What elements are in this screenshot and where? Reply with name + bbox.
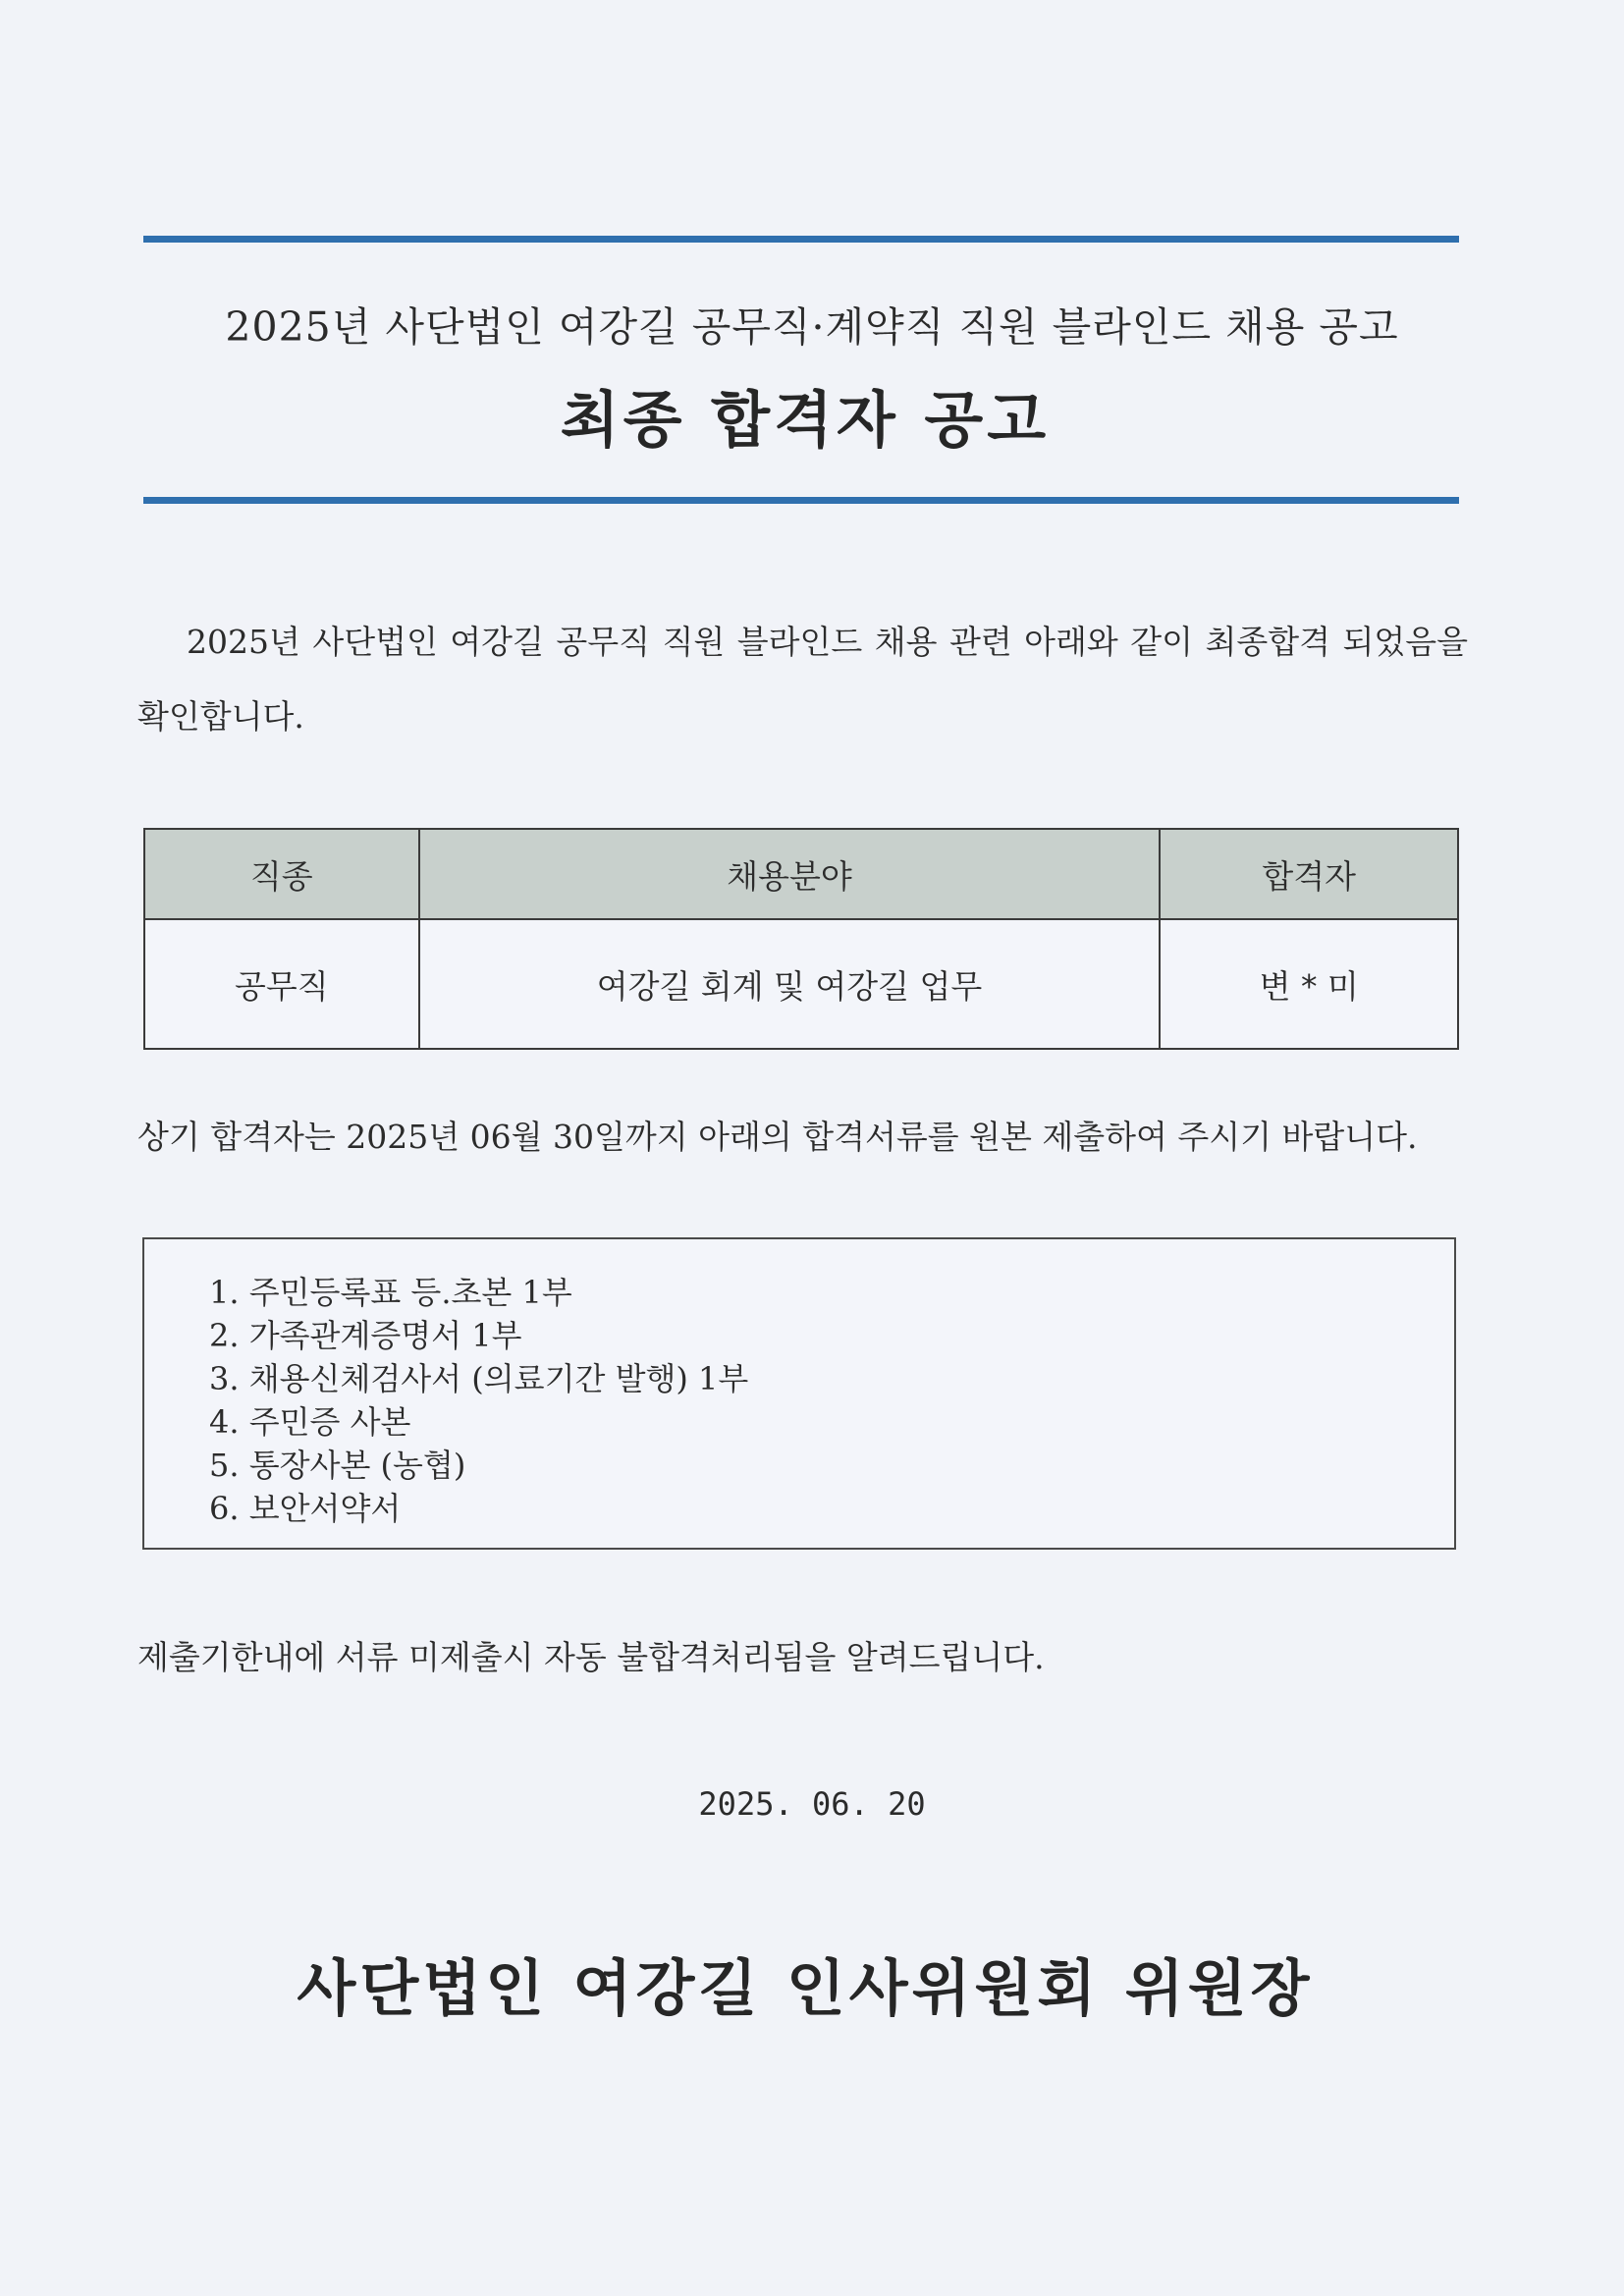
header-bottom-rule	[143, 497, 1459, 504]
announcement-title: 최종 합격자 공고	[560, 384, 1051, 456]
warning-paragraph: 제출기한내에 서류 미제출시 자동 불합격처리됨을 알려드립니다.	[137, 1638, 1045, 1676]
intro-paragraph: 2025년 사단법인 여강길 공무직 직원 블라인드 채용 관련 아래와 같이 최종합격 되었음을 확인합니다.	[137, 623, 1468, 736]
table-header-row	[144, 829, 1458, 919]
header-top-rule	[143, 236, 1459, 243]
announcement-date: 2025. 06. 20	[698, 1785, 926, 1823]
cell-field: 여강길 회계 및 여강길 업무	[419, 919, 1161, 1049]
header-successful-applicant: 합격자	[1160, 829, 1458, 919]
signature-line: 사단법인 여강길 인사위원회 위원장	[297, 1952, 1314, 2024]
header-job-type: 직종	[144, 829, 419, 919]
list-item: 2. 가족관계증명서 1부	[209, 1317, 522, 1354]
cell-job-type: 공무직	[144, 919, 419, 1049]
list-item: 4. 주민증 사본	[209, 1403, 411, 1441]
result-table	[143, 828, 1459, 1050]
list-item: 5. 통장사본 (농협)	[209, 1447, 466, 1484]
list-item: 6. 보안서약서	[209, 1490, 402, 1527]
required-documents-list	[144, 1239, 1454, 1530]
table-row	[144, 919, 1458, 1049]
header-field: 채용분야	[419, 829, 1161, 919]
cell-applicant: 변 * 미	[1160, 919, 1458, 1049]
list-item: 1. 주민등록표 등.초본 1부	[209, 1274, 572, 1311]
required-documents-box	[142, 1237, 1456, 1550]
list-item: 3. 채용신체검사서 (의료기간 발행) 1부	[209, 1360, 749, 1397]
announcement-subtitle: 2025년 사단법인 여강길 공무직·계약직 직원 블라인드 채용 공고	[225, 303, 1399, 351]
submission-notice: 상기 합격자는 2025년 06월 30일까지 아래의 합격서류를 원본 제출하여 주시기 바랍니다.	[137, 1118, 1418, 1156]
